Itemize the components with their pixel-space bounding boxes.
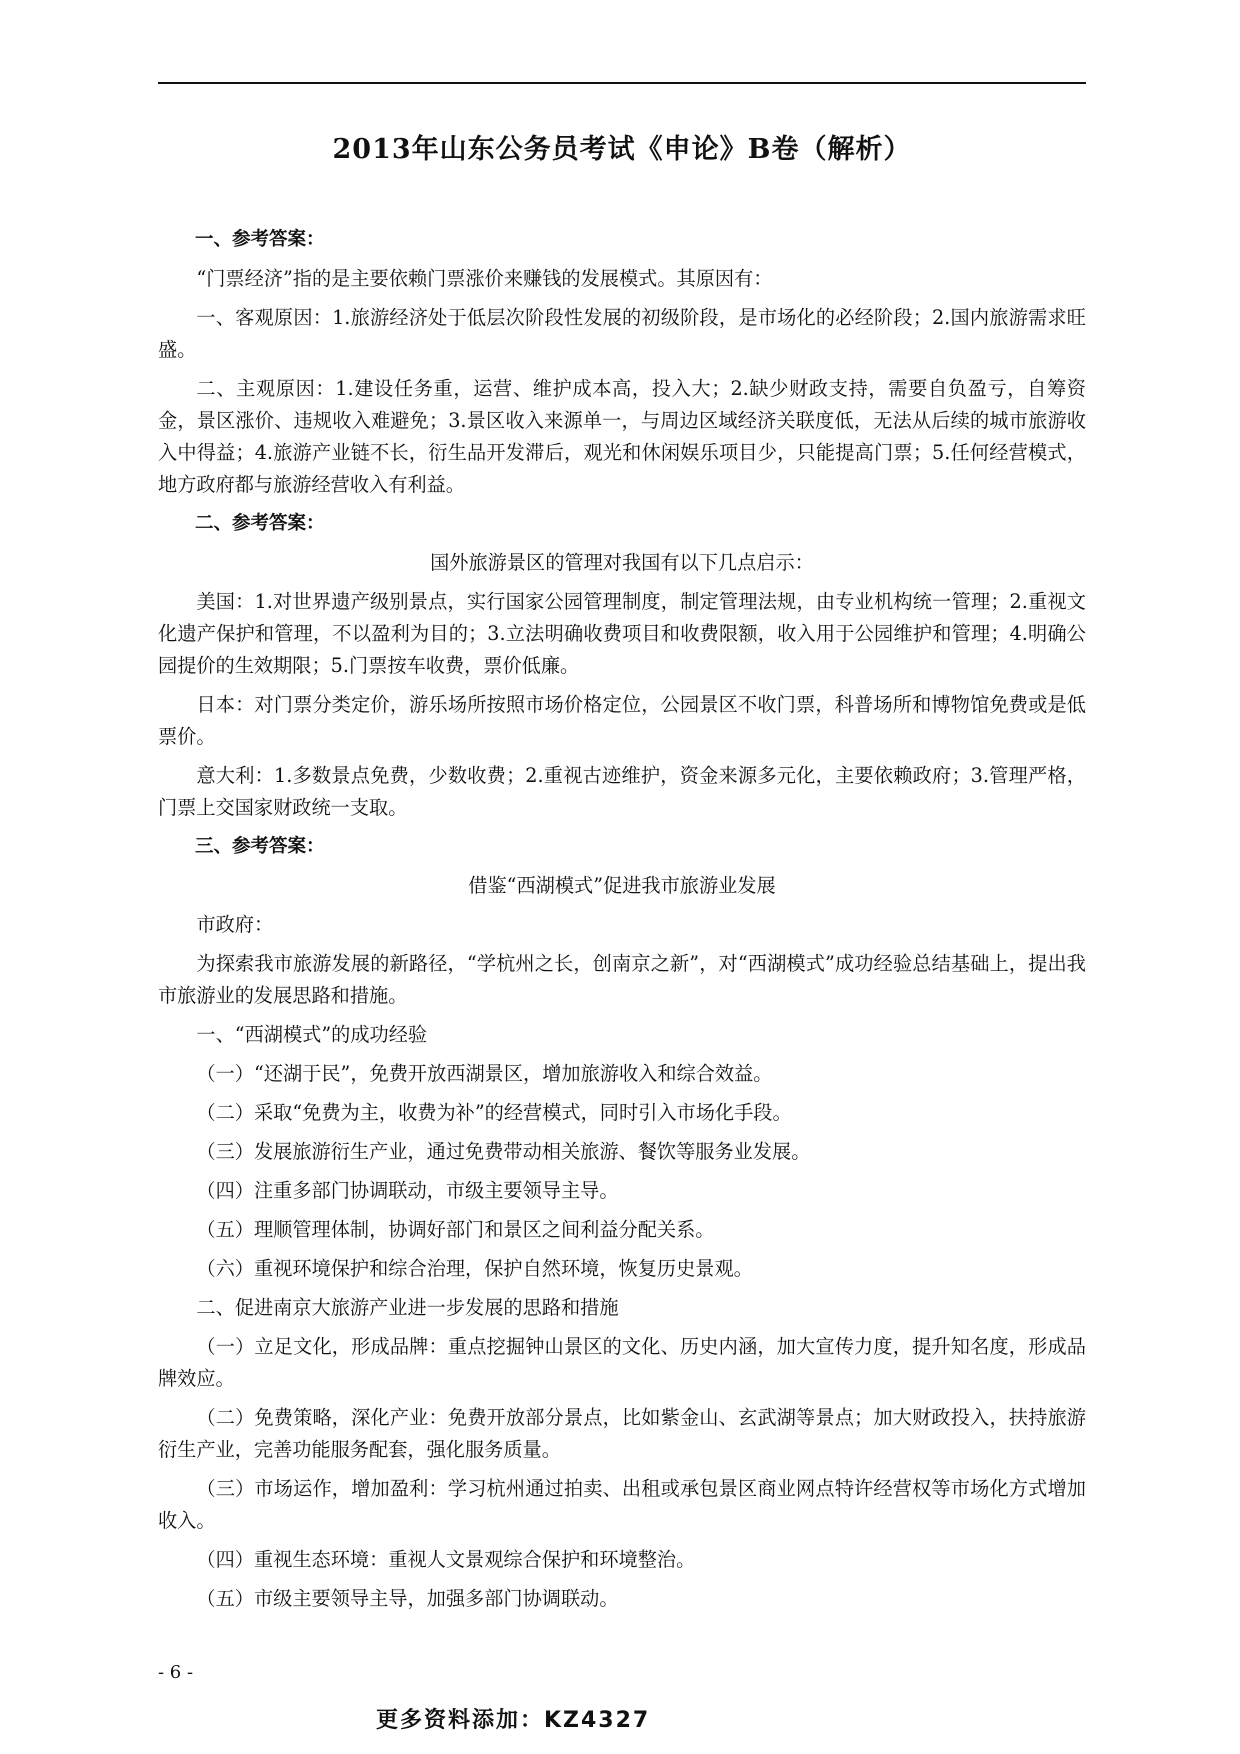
answer-3-part-1-item-3: （三）发展旅游衍生产业，通过免费带动相关旅游、餐饮等服务业发展。: [196, 1140, 811, 1163]
answer-3-part-1-item-4: （四）注重多部门协调联动，市级主要领导主导。: [196, 1179, 619, 1202]
document-title: 2013年山东公务员考试《申论》B卷（解析）: [332, 134, 912, 165]
answer-3-salutation: 市政府：: [196, 913, 274, 936]
answer-3-part-1-heading: 一、“西湖模式”的成功经验: [196, 1023, 428, 1046]
answer-3-part-1-item-2: （二）采取“免费为主，收费为补”的经营模式，同时引入市场化手段。: [196, 1101, 792, 1124]
answer-3-part-2-heading: 二、促进南京大旅游产业进一步发展的思路和措施: [196, 1296, 619, 1319]
answer-3-part-2-item-2: （二）免费策略，深化产业：免费开放部分景点，比如紫金山、玄武湖等景点；加大财政投入，扶持旅游衍生产业，完善功能服务配套，强化服务质量。: [158, 1406, 1086, 1461]
footer-contact-note: 更多资料添加：KZ4327: [376, 1708, 651, 1733]
answer-3-part-2-item-1: （一）立足文化，形成品牌：重点挖掘钟山景区的文化、历史内涵，加大宣传力度，提升知名度，形成品牌效应。: [158, 1335, 1086, 1390]
document-body: [158, 224, 1086, 1622]
answer-3-part-2-item-3: （三）市场运作，增加盈利：学习杭州通过拍卖、出租或承包景区商业网点特许经营权等市场化方式增加收入。: [158, 1477, 1086, 1532]
answer-3-title: 借鉴“西湖模式”促进我市旅游业发展: [468, 874, 776, 897]
answer-1-objective-reasons: 一、客观原因：1.旅游经济处于低层次阶段性发展的初级阶段，是市场化的必经阶段；2.国内旅游需求旺盛。: [158, 306, 1086, 361]
answer-3-part-1-item-6: （六）重视环境保护和综合治理，保护自然环境，恢复历史景观。: [196, 1257, 753, 1280]
page-number: - 6 -: [158, 1662, 194, 1683]
section-heading-2: 二、参考答案：: [195, 513, 325, 534]
header-rule: [158, 82, 1086, 84]
answer-3-part-2-item-4: （四）重视生态环境：重视人文景观综合保护和环境整治。: [196, 1548, 696, 1571]
answer-3-part-1-item-1: （一）“还湖于民”，免费开放西湖景区，增加旅游收入和综合效益。: [196, 1062, 773, 1085]
answer-1-definition: “门票经济”指的是主要依赖门票涨价来赚钱的发展模式。其原因有：: [196, 267, 773, 290]
answer-3-part-2-item-5: （五）市级主要领导主导，加强多部门协调联动。: [196, 1587, 619, 1610]
answer-2-japan: 日本：对门票分类定价，游乐场所按照市场价格定位，公园景区不收门票，科普场所和博物馆免费或是低票价。: [158, 693, 1086, 748]
section-heading-1: 一、参考答案：: [195, 229, 325, 250]
answer-2-italy: 意大利：1.多数景点免费，少数收费；2.重视古迹维护，资金来源多元化，主要依赖政府；3.管理严格，门票上交国家财政统一支取。: [158, 764, 1086, 819]
section-heading-3: 三、参考答案：: [195, 836, 325, 857]
answer-3-intro: 为探索我市旅游发展的新路径，“学杭州之长，创南京之新”，对“西湖模式”成功经验总结基础上，提出我市旅游业的发展思路和措施。: [158, 952, 1086, 1007]
answer-1-subjective-reasons: 二、主观原因：1.建设任务重，运营、维护成本高，投入大；2.缺少财政支持，需要自负盈亏，自筹资金，景区涨价、违规收入难避免；3.景区收入来源单一，与周边区域经济关联度低，无法从后续的城市旅游收入中得益；4.旅游产业链不长，衍生品开发滞后，观光和休闲娱乐项目少，只能提高门票；5.任何经营模式，地方政府都与旅游经营收入有利益。: [158, 377, 1086, 496]
answer-2-title: 国外旅游景区的管理对我国有以下几点启示：: [430, 551, 814, 574]
answer-3-part-1-item-5: （五）理顺管理体制，协调好部门和景区之间利益分配关系。: [196, 1218, 715, 1241]
answer-2-usa: 美国：1.对世界遗产级别景点，实行国家公园管理制度，制定管理法规，由专业机构统一管理；2.重视文化遗产保护和管理，不以盈利为目的；3.立法明确收费项目和收费限额，收入用于公园维护和管理；4.明确公园提价的生效期限；5.门票按车收费，票价低廉。: [158, 590, 1086, 677]
